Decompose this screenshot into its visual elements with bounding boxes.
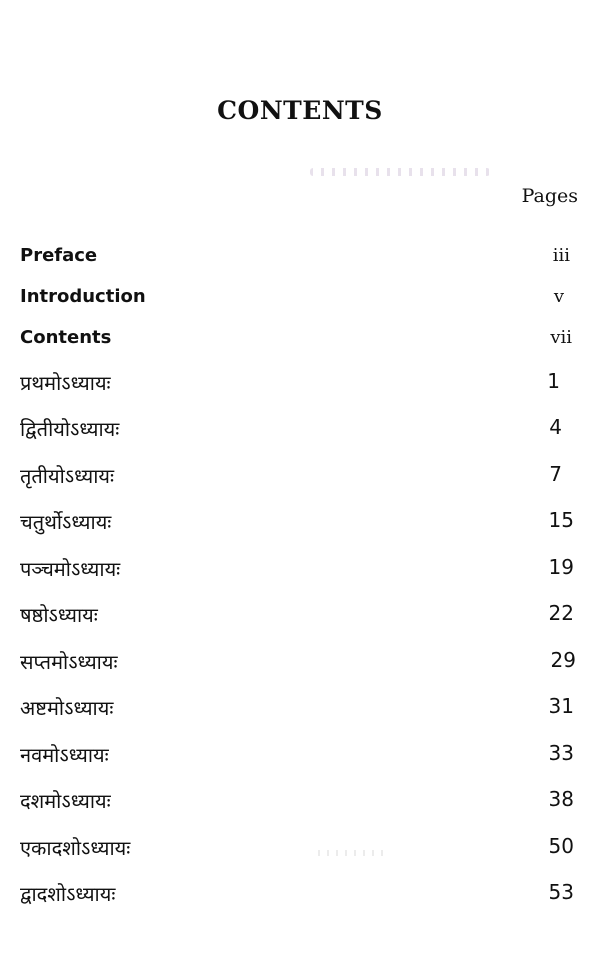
toc-entry-label: नवमोऽध्यायः	[20, 743, 109, 767]
toc-entry-label: Preface	[20, 245, 98, 266]
toc-entry-chapter	[20, 462, 576, 492]
toc-entry-chapter	[20, 648, 576, 678]
toc-entry-label: Contents	[20, 327, 112, 348]
toc-entry-chapter	[20, 555, 576, 585]
pages-column-header: Pages	[521, 185, 578, 207]
toc-entry-chapter	[20, 741, 576, 771]
toc-entry-label: चतुर्थोऽध्यायः	[20, 510, 112, 534]
toc-entry-chapter	[20, 787, 576, 817]
toc-entry-page: 31	[548, 694, 574, 718]
toc-entry-page: 7	[549, 462, 562, 486]
toc-entry-page: 33	[548, 741, 574, 765]
toc-entry-introduction	[20, 286, 576, 316]
toc-entry-page: vii	[550, 327, 572, 348]
toc-entry-chapter	[20, 601, 576, 631]
toc-entry-label: अष्टमोऽध्यायः	[20, 696, 114, 720]
toc-entry-page: 38	[548, 787, 574, 811]
toc-entry-label: द्वादशोऽध्यायः	[20, 882, 116, 906]
toc-entry-contents	[20, 327, 576, 357]
toc-entry-label: तृतीयोऽध्यायः	[20, 464, 115, 488]
toc-entry-page: 19	[548, 555, 574, 579]
toc-entry-label: एकादशोऽध्यायः	[20, 836, 131, 860]
toc-entry-page: 15	[548, 508, 574, 532]
toc-entry-label: षष्ठोऽध्यायः	[20, 603, 98, 627]
toc-entry-chapter	[20, 694, 576, 724]
paper-speckle	[310, 168, 490, 176]
toc-entry-page: 50	[548, 834, 574, 858]
toc-entry-page: 29	[550, 648, 576, 672]
toc-entry-chapter	[20, 508, 576, 538]
toc-entry-page: 4	[549, 415, 562, 439]
page-title: CONTENTS	[217, 96, 383, 125]
toc-entry-page: iii	[552, 245, 570, 266]
toc-entry-label: पञ्चमोऽध्यायः	[20, 557, 121, 581]
toc-entry-label: सप्तमोऽध्यायः	[20, 650, 118, 674]
toc-entry-label: प्रथमोऽध्यायः	[20, 371, 111, 395]
toc-entry-chapter	[20, 834, 576, 864]
toc-entry-page: v	[553, 286, 564, 307]
toc-entry-label: द्वितीयोऽध्यायः	[20, 417, 120, 441]
toc-entry-label: दशमोऽध्यायः	[20, 789, 111, 813]
toc-entry-preface	[20, 245, 576, 275]
toc-entry-chapter	[20, 369, 576, 399]
toc-entry-chapter	[20, 880, 576, 910]
toc-entry-label: Introduction	[20, 286, 146, 307]
toc-entry-chapter	[20, 415, 576, 445]
toc-entry-page: 53	[548, 880, 574, 904]
toc-entry-page: 1	[547, 369, 560, 393]
toc-entry-page: 22	[548, 601, 574, 625]
